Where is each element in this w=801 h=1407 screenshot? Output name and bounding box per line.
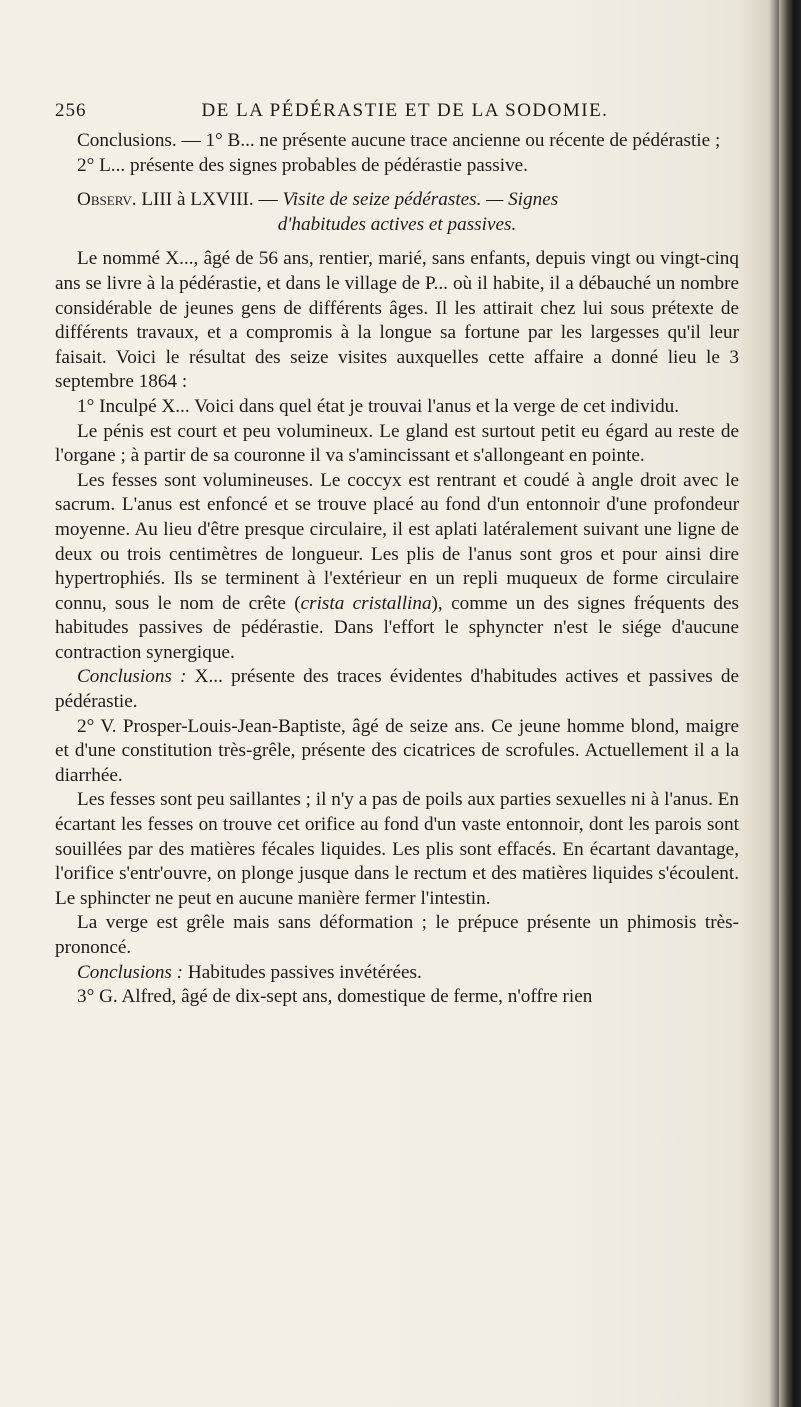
page-number: 256 [55,100,87,121]
page-header [55,100,695,122]
paragraph-inculpe: 1° Inculpé X... Voici dans quel état je trouvai l'anus et la verge de cet individu. [77,395,680,417]
conclusions-text-2: Habitudes passives invétérées. [183,961,422,983]
paragraph-fesses-1 [55,469,739,666]
paragraph-case-2: 2° V. Prosper-Louis-Jean-Baptiste, âgé de seize ans. Ce jeune homme blond, maigre et d'une constitution très-grêle, présente des cicatrices de scrofules. Actuellement il a la diarrhée. [55,715,739,786]
paragraph-conclusions-1: Conclusions. — 1° B... ne présente aucune trace ancienne ou récente de pédérastie ; [77,130,721,151]
observation-heading [55,188,739,237]
observation-range: LIII à LXVIII. — [136,189,283,211]
page-body [55,129,739,1010]
paragraph-fesses-2: Les fesses sont peu saillantes ; il n'y a pas de poils aux parties sexuelles ni à l'anus. En écartant les fesses on trouve cet orifice au fond d'un vaste entonnoir, dont les parois sont souillées par des matières fécales liquides. Les plis sont effacés. En écartant davantage, l'orifice s'entr'ouvre, on plonge jusque dans le rectum et des matières liquides s'écoulent. Le sphincter ne peut en aucune manière fermer l'intestin. [55,789,739,909]
paragraph-conclusions-v [55,961,739,986]
conclusions-label-1: Conclusions : [77,666,187,688]
paragraph-case-intro: Le nommé X..., âgé de 56 ans, rentier, marié, sans enfants, depuis vingt ou vingt-cinq ans se livre à la pédérastie, et dans le village de P... où il habite, il a débauché un nombre considérable de jeunes gens de différents âges. Il les attirait chez lui sous prétexte de différents travaux, et a compromis à la longue sa fortune par les largesses qu'il leur faisait. Voici le résultat des seize visites auxquelles cette affaire a donné lieu le 3 septembre 1864 : [55,248,739,393]
observation-label: Observ. [77,189,137,211]
conclusions-label-2: Conclusions : [77,961,184,983]
paragraph-verge: La verge est grêle mais sans déformation ; le prépuce présente un phimosis très-prononcé. [55,912,739,958]
paragraph-case-3: 3° G. Alfred, âgé de dix-sept ans, domestique de ferme, n'offre rien [77,986,593,1008]
book-binding-edge [779,0,801,1407]
latin-term: crista cristallina [300,592,432,614]
paragraph-penis: Le pénis est court et peu volumineux. Le gland est surtout petit eu égard au reste de l'organe ; à partir de sa couronne il va s'amincissant et s'allongeant en pointe. [55,420,739,467]
paragraph-conclusions-x [55,665,739,714]
paragraph-fesses-1-b: ), comme un des signes fréquents des habitudes passives de pédérastie. Dans l'effort le sphyncter n'est le siége d'aucune contraction synergique. [55,592,739,663]
paragraph-fesses-1-a: Les fesses sont volumineuses. Le coccyx est rentrant et coudé à angle droit avec le sacrum. L'anus est enfoncé et se trouve placé au fond d'un entonnoir d'une profondeur moyenne. Au lieu d'être presque circulaire, il est aplati latéralement suivant une ligne de deux ou trois centimètres de longueur. Les plis de l'anus sont gros et pour ainsi dire hypertrophiés. Ils se terminent à l'extérieur en un repli muqueux de forme circulaire connu, sous le nom de crête ( [55,469,739,614]
observation-title-line-2: d'habitudes actives et passives. [277,213,517,235]
paragraph-conclusions-2: 2° L... présente des signes probables de pédérastie passive. [77,154,528,176]
observation-title-line-1: Visite de seize pédérastes. — Signes [282,189,559,211]
conclusions-text-1: X... présente des traces évidentes d'habitudes actives et passives de pédérastie. [55,666,739,713]
running-title: DE LA PÉDÉRASTIE ET DE LA SODOMIE. [201,100,609,121]
